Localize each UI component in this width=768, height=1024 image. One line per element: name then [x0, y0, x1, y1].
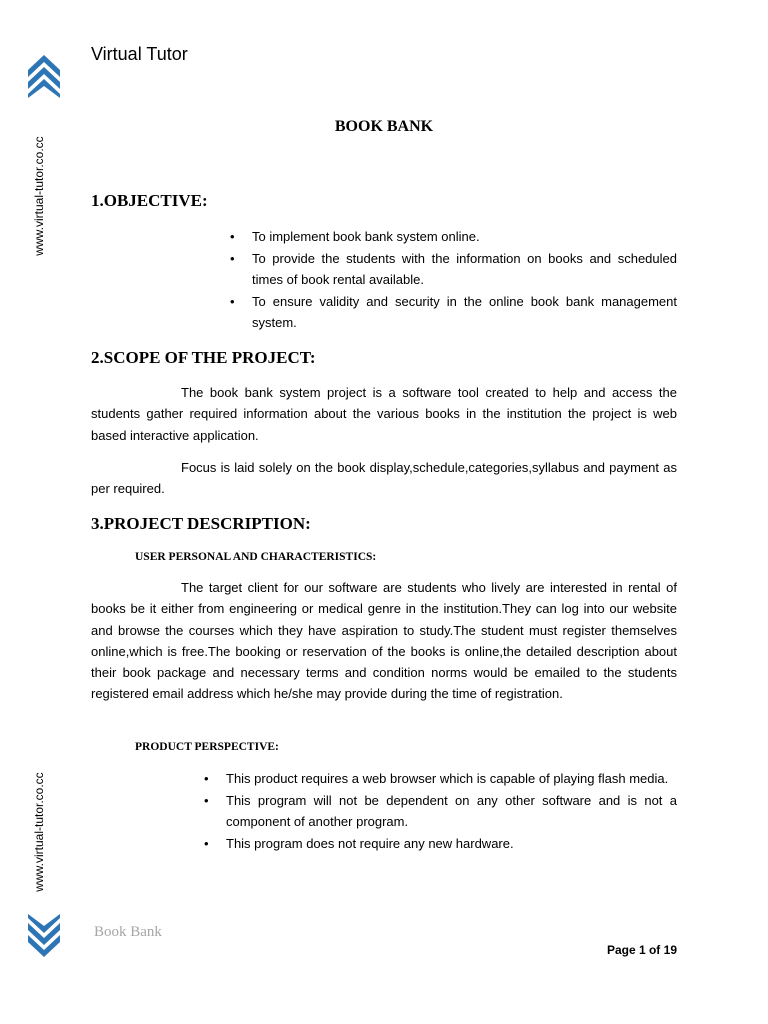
product-perspective-subheading: PRODUCT PERSPECTIVE: [135, 741, 279, 753]
objective-heading: 1.OBJECTIVE: [91, 191, 208, 210]
sidebar-url-top: www.virtual-tutor.co.cc [32, 136, 46, 256]
description-heading: 3.PROJECT DESCRIPTION: [91, 514, 311, 533]
chevron-up-logo-icon [26, 50, 62, 98]
scope-paragraph-1: The book bank system project is a software tool created to help and access the students gather required information about the various books in the institution the project is web based interactive application. [91, 385, 677, 443]
brand-name: Virtual Tutor [91, 44, 188, 64]
user-characteristics-subheading: USER PERSONAL AND CHARACTERISTICS: [135, 551, 377, 563]
list-item: • To provide the students with the information on books and scheduled times of book rental available. [252, 248, 677, 291]
list-item: • This product requires a web browser which is capable of playing flash media. [226, 768, 677, 790]
page-number: Page 1 of 19 [606, 943, 677, 957]
scope-paragraph-2: Focus is laid solely on the book display,schedule,categories,syllabus and payment as per required. [91, 460, 677, 497]
footer-label: Book Bank [94, 924, 162, 940]
sidebar-url-bottom: www.virtual-tutor.co.cc [32, 772, 46, 892]
document-title: BOOK BANK [334, 118, 434, 135]
list-item: • To implement book bank system online. [252, 226, 677, 248]
objective-list [252, 226, 677, 334]
user-characteristics-paragraph: The target client for our software are students who lively are interested in rental of books be it either from engineering or medical genre in the institution.They can log into our website and browse the courses which they have aspiration to study.The student must register themselves online,which is free.The booking or reservation of the books is online,the detailed description about their book package and necessary terms and condition norms would be emailed to the students registered email address which he/she may provide during the time of registration. [91, 580, 677, 702]
product-perspective-list [226, 768, 677, 854]
chevron-down-logo-icon [26, 914, 62, 962]
list-item: • This program will not be dependent on any other software and is not a component of another program. [226, 790, 677, 833]
list-item: • To ensure validity and security in the online book bank management system. [252, 291, 677, 334]
list-item: • This program does not require any new hardware. [226, 833, 677, 855]
scope-heading: 2.SCOPE OF THE PROJECT: [91, 348, 316, 367]
